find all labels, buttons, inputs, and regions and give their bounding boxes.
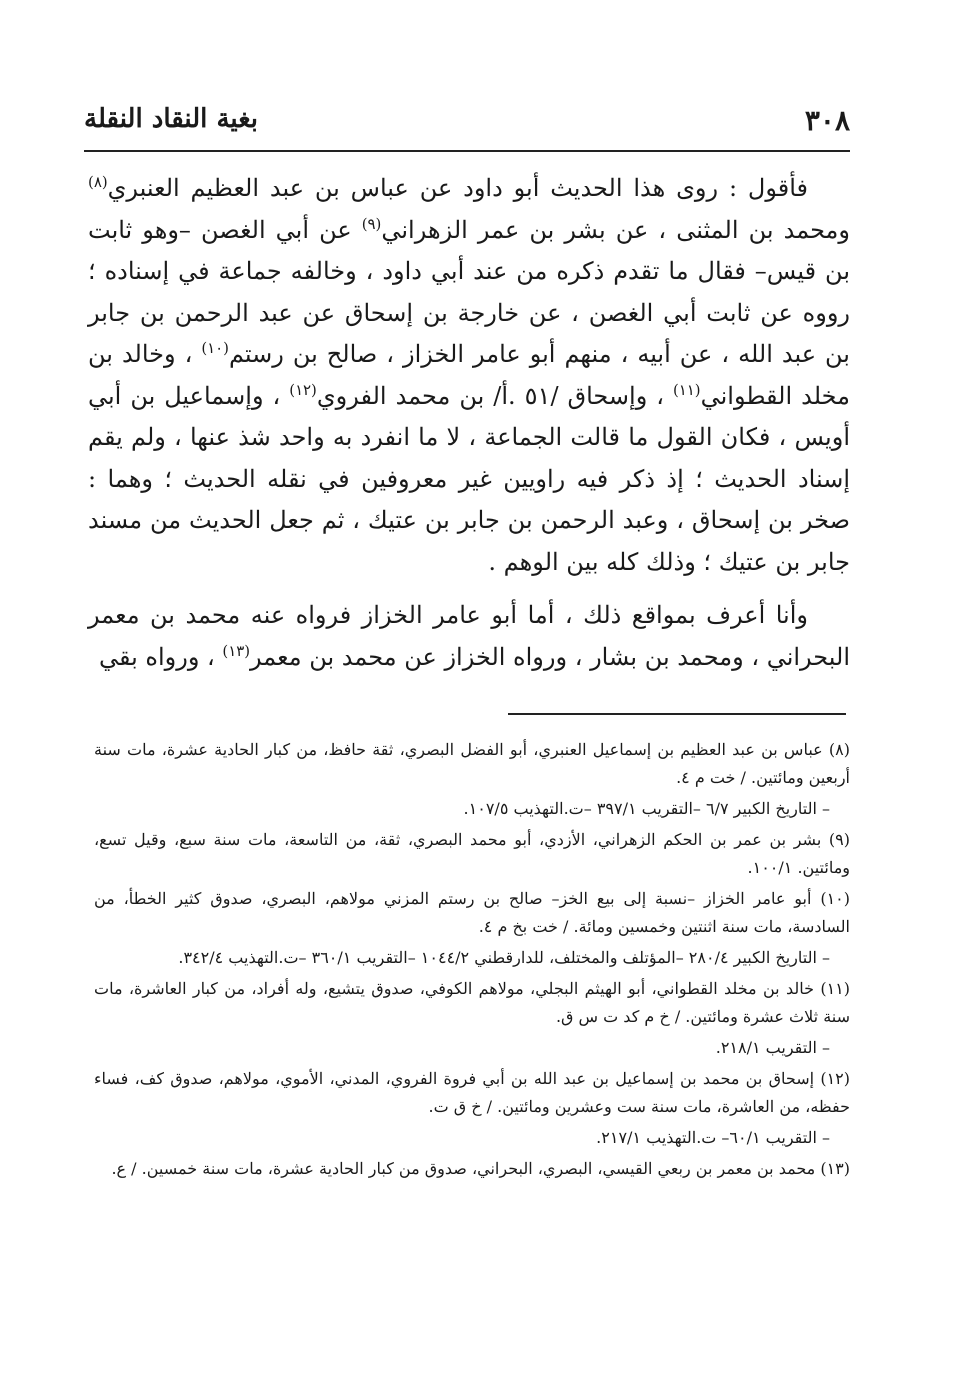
footnote-divider bbox=[508, 713, 846, 715]
footnote-11: (١١) خالد بن مخلد القطواني، أبو الهيثم البجلي، مولاهم الكوفي، صدوق يتشيع، وله أفراد، من كبار العاشرة، مات سنة ثلاث عشرة ومائتين. / خ م كد ت س ق. bbox=[94, 979, 850, 1026]
paragraph-1-text-e: ، وإسحاق /٥١ .أ/ بن محمد الفروي bbox=[316, 381, 673, 410]
header-divider bbox=[84, 150, 850, 152]
footnote-12: (١٢) إسحاق بن محمد بن إسماعيل بن عبد الله بن أبي فروة الفروي، المدني، الأموي، مولاهم، صدوق كف، فساء حفظه، من العاشرة، مات سنة ست وعشرين ومائتين. / خ ق ت. bbox=[94, 1069, 851, 1116]
paragraph-2-text-a: وأنا أعرف بمواقع ذلك ، أما أبو عامر الخزاز فرواه عنه محمد بن معمر البحراني ، ومحمد بن بشار ، ورواه الخزاز عن محمد بن معمر bbox=[88, 601, 850, 671]
paragraph-1-text-a: فأقول : روى هذا الحديث أبو داود عن عباس بن عبد العظيم العنبري bbox=[107, 174, 808, 202]
paragraph-2 bbox=[88, 595, 850, 678]
paragraph-1-text-b: ومحمد بن المثنى ، عن بشر بن عمر الزهراني bbox=[381, 215, 851, 244]
footnote-ref-12[interactable]: (١٢) bbox=[289, 380, 317, 399]
footnote-8: (٨) عباس بن عبد العظيم بن إسماعيل العنبري، أبو الفضل البصري، ثقة حافظ، من كبار الحادية عشرة، مات سنة أربعين ومائتين. / خت م ٤. bbox=[94, 740, 851, 787]
footnote-ref-10[interactable]: (١٠) bbox=[201, 339, 229, 357]
footnote-11-source: – التقريب ٢١٨/١. bbox=[715, 1038, 830, 1057]
footnote-ref-8[interactable]: (٨) bbox=[88, 173, 108, 191]
paragraph-1 bbox=[88, 168, 850, 583]
page-number: ٣٠٨ bbox=[804, 104, 850, 137]
footnote-10: (١٠) أبو عامر الخزاز –نسبة إلى بيع الخز– صالح بن رستم المزني مولاهم، البصري، صدوق كثير الخطأ، من السادسة، مات سنة اثنتين وخمسين ومائة. / خت بخ م ٤. bbox=[94, 889, 851, 936]
footnote-12-source: – التقريب ٦٠/١– ت.التهذيب ٢١٧/١. bbox=[596, 1128, 830, 1147]
paragraph-2-text-b: ، ورواه بقي bbox=[98, 642, 223, 671]
footnote-13: (١٣) محمد بن معمر بن ربعي القيسي، البصري، البحراني، صدوق من كبار الحادية عشرة، مات سنة خمسين. / ع. bbox=[111, 1159, 850, 1178]
page-header bbox=[84, 96, 850, 146]
footnote-9: (٩) بشر بن عمر بن الحكم الزهراني، الأزدي، أبو محمد البصري، ثقة، من التاسعة، مات سنة سبع، وقيل تسع، ومائتين. ١٠٠/١. bbox=[94, 830, 850, 877]
footnote-ref-13[interactable]: (١٣) bbox=[222, 641, 251, 660]
footnotes bbox=[94, 736, 850, 1186]
paragraph-1-text-d: ، وخالد بن مخلد القطواني bbox=[88, 340, 851, 410]
running-title: بغية النقاد النقلة bbox=[84, 104, 259, 134]
footnote-ref-11[interactable]: (١١) bbox=[672, 380, 701, 399]
main-text bbox=[88, 168, 850, 678]
paragraph-1-text-f: ، وإسماعيل بن أبي أويس ، فكان القول ما قالت الجماعة ، لا ما انفرد به واحد شذ عنها ، ولم يقم إسناد الحديث ؛ إذ ذكر فيه راويين غير معروفين في نقله الحديث ؛ وهما : صخر بن إسحاق ، وعبد الرحمن بن جابر بن عتيك ، ثم جعل الحديث من مسند جابر بن عتيك ؛ وذلك كله بين الوهم . bbox=[88, 381, 850, 576]
footnote-10-source: – التاريخ الكبير ٢٨٠/٤ –المؤتلف والمختلف، للدارقطني ١٠٤٤/٢ –التقريب ٣٦٠/١ –ت.التهذيب ٣٤٢/٤. bbox=[178, 948, 830, 967]
paragraph-1-text-c: عن أبي الغصن –وهو ثابت بن قيس– فقال ما تقدم ذكره من عند أبي داود ، وخالفه جماعة في إسناده ؛ رووه عن ثابت أبي الغصن ، عن خارجة بن إسحاق عن عبد الرحمن بن جابر بن عبد الله ، عن أبيه ، منهم أبو عامر الخزاز ، صالح بن رستم bbox=[88, 215, 850, 368]
footnote-ref-9[interactable]: (٩) bbox=[361, 214, 382, 233]
footnote-8-source: – التاريخ الكبير ٦/٧ –التقريب ٣٩٧/١ –ت.التهذيب ١٠٧/٥. bbox=[463, 799, 830, 818]
